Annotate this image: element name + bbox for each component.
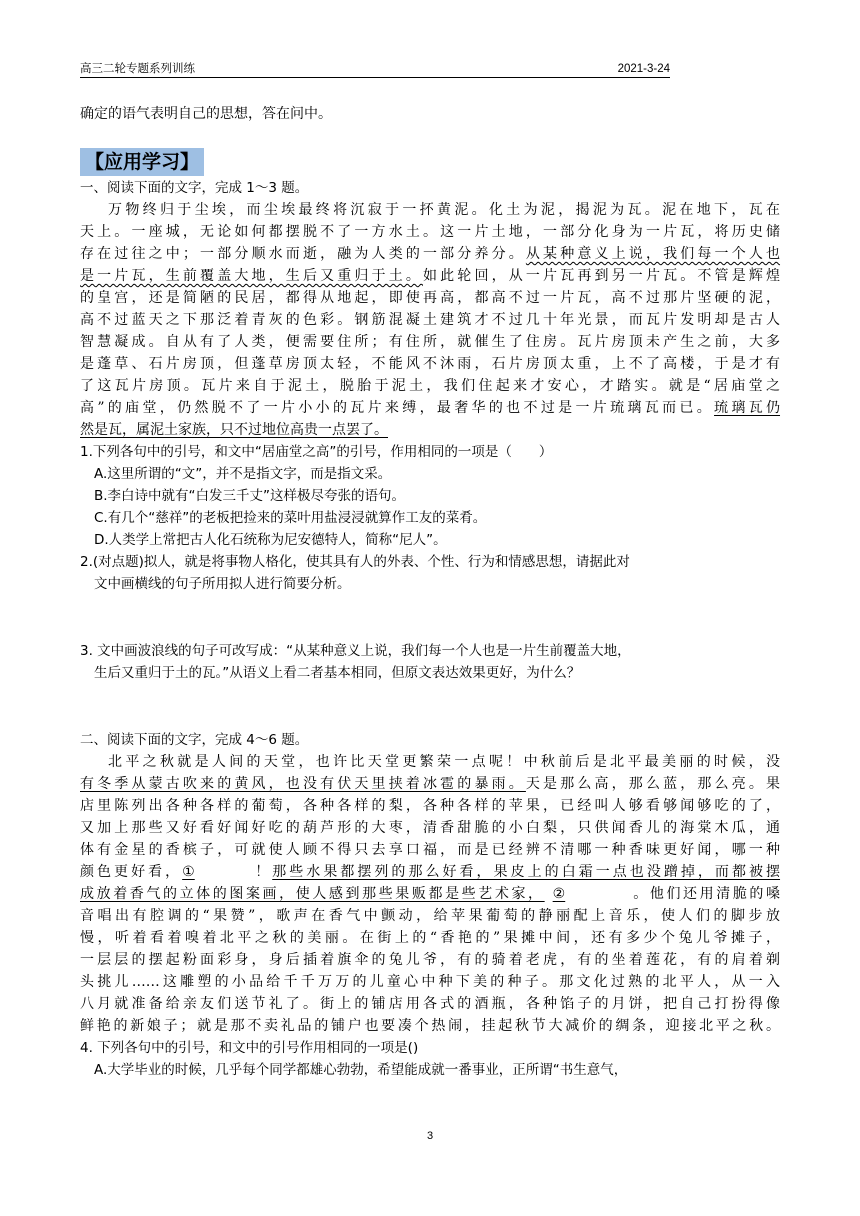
blank-1[interactable]: ① bbox=[182, 864, 195, 880]
q1-option-a: A.这里所谓的“文”，并不是指文字，而是指文采。 bbox=[94, 466, 392, 482]
passage1-line: 天上。一座城，无论如何都摆脱不了一方水土。这一片土地，一部分化身为一片瓦，将历史储 bbox=[80, 224, 780, 240]
q1-option-b: B.李白诗中就有“白发三千丈”这样极尽夸张的语句。 bbox=[94, 488, 406, 504]
underlined-sentence: 成放着香气的立体的图案画，使人感到那些果贩都是些艺术家， bbox=[80, 886, 545, 902]
passage2-line: 鲜艳的新娘子；就是那不卖礼品的铺户也要凑个热闹，挂起秋节大减价的绸条，迎接北平之秋。 bbox=[80, 1018, 780, 1034]
wavy-underlined-sentence: 从某种意义上说，我们每一个人也 bbox=[525, 246, 781, 262]
blank-2[interactable]: ② bbox=[552, 886, 566, 902]
wavy-underlined-sentence: 是一片瓦，生前覆盖大地，生后又重归于土。 bbox=[80, 268, 423, 284]
header-date: 2021-3-24 bbox=[617, 63, 670, 75]
passage2-line: 体有金星的香槟子，可就使人顾不得只去享口福，而是已经辨不清哪一种香味更好闻，哪一种 bbox=[80, 842, 780, 858]
passage2-line: 店里陈列出各种各样的葡萄，各种各样的梨，各种各样的苹果，已经叫人够看够闻够吃的了， bbox=[80, 798, 780, 814]
passage1-line: 是蓬草、石片房顶，但蓬草房顶太轻，不能风不沐雨，石片房顶太重，上不了高楼，于是才有 bbox=[80, 356, 780, 372]
part1-heading: 一、阅读下面的文字，完成 1～3 题。 bbox=[80, 180, 309, 196]
page-header bbox=[80, 62, 670, 78]
passage2-line: 一层层的摆起粉面彩身，身后插着旗伞的兔儿爷，有的骑着老虎，有的坐着莲花，有的肩着剃 bbox=[80, 952, 780, 968]
underlined-sentence: 然是瓦，属泥土家族，只不过地位高贵一点罢了。 bbox=[80, 422, 388, 438]
passage1-line: 了这瓦片房顶。瓦片来自于泥土，脱胎于泥土，我们住起来才安心，才踏实。就是“居庙堂之 bbox=[80, 378, 780, 394]
q1-option-c: C.有几个“慈祥”的老板把捡来的菜叶用盐浸浸就算作工友的菜肴。 bbox=[94, 510, 487, 526]
passage2-line: 颜色更好看，① ！那些水果都摆列的那么好看，果皮上的白霜一点也没蹭掉，而都被摆 bbox=[80, 861, 780, 883]
question-4-stem: 4. 下列各句中的引号，和文中的引号作用相同的一项是() bbox=[80, 1040, 419, 1056]
passage1-line: 高不过蓝天之下那泛着青灰的色彩。钢筋混凝土建筑才不过几十年光景，而瓦片发明却是古人 bbox=[80, 312, 780, 328]
passage1-line: 存在过往之中；一部分顺水而逝，融为人类的一部分养分。从某种意义上说，我们每一个人也 bbox=[80, 246, 781, 262]
question-2-line2: 文中画横线的句子所用拟人进行简要分析。 bbox=[94, 576, 351, 592]
intro-line: 确定的语气表明自己的思想，答在问中。 bbox=[80, 106, 332, 122]
header-left: 高三二轮专题系列训练 bbox=[80, 63, 195, 75]
passage1-line: 是一片瓦，生前覆盖大地，生后又重归于土。如此轮回，从一片瓦再到另一片瓦。不管是辉煌 bbox=[80, 268, 780, 284]
passage2-line: 八月就准备给亲友们送节礼了。街上的铺店用各式的酒瓶，各种馅子的月饼，把自己打扮得像 bbox=[80, 996, 780, 1012]
passage2-line: 音唱出有腔调的“果赞”，歌声在香气中颤动，给苹果葡萄的静丽配上音乐，使人们的脚步放 bbox=[80, 908, 780, 924]
question-1-stem: 1.下列各句中的引号，和文中“居庙堂之高”的引号，作用相同的一项是（ ） bbox=[80, 444, 553, 460]
passage2-line: 成放着香气的立体的图案画，使人感到那些果贩都是些艺术家， ② 。他们还用清脆的嗓 bbox=[80, 883, 780, 905]
q4-option-a: A.大学毕业的时候，几乎每个同学都雄心勃勃，希望能成就一番事业，正所谓“书生意气， bbox=[94, 1062, 628, 1078]
section-title: 【应用学习】 bbox=[80, 148, 204, 176]
passage1-line: 万物终归于尘埃，而尘埃最终将沉寂于一抔黄泥。化土为泥，揭泥为瓦。泥在地下，瓦在 bbox=[108, 202, 780, 218]
question-3-line2: 生后又重归于土的瓦。”从语义上看二者基本相同，但原文表达效果更好，为什么？ bbox=[94, 665, 581, 681]
question-2-line1: 2.(对点题)拟人，就是将事物人格化，使其具有人的外表、个性、行为和情感思想，请据此对 bbox=[80, 554, 630, 570]
underlined-sentence: 那些水果都摆列的那么好看，果皮上的白霜一点也没蹭掉，而都被摆 bbox=[272, 864, 781, 880]
q1-option-d: D.人类学上常把古人化石统称为尼安德特人，简称“尼人”。 bbox=[94, 532, 447, 548]
underlined-sentence: 有冬季从蒙古吹来的黄风，也没有伏天里挟着冰雹的暴雨。 bbox=[80, 776, 526, 792]
underlined-sentence: 琉璃瓦仍 bbox=[714, 400, 781, 416]
passage1-line: 智慧凝成。自从有了人类，便需要住所；有住所，就催生了住房。瓦片房顶未产生之前，大多 bbox=[80, 334, 780, 350]
page-number: 3 bbox=[426, 1130, 434, 1142]
passage2-line: 又加上那些又好看好闻好吃的葫芦形的大枣，清香甜脆的小白梨，只供闻香儿的海棠木瓜，通 bbox=[80, 820, 780, 836]
passage1-line bbox=[80, 419, 780, 441]
passage1-line: 高”的庙堂，仍然脱不了一片小小的瓦片来缚，最奢华的也不过是一片琉璃瓦而已。琉璃瓦仍 bbox=[80, 400, 781, 416]
passage2-line: 有冬季从蒙古吹来的黄风，也没有伏天里挟着冰雹的暴雨。天是那么高，那么蓝，那么亮。果 bbox=[80, 776, 781, 792]
question-3-line1: 3. 文中画波浪线的句子可改写成：“从某种意义上说，我们每一个人也是一片生前覆盖大地， bbox=[80, 643, 631, 659]
part2-heading: 二、阅读下面的文字，完成 4～6 题。 bbox=[80, 732, 309, 748]
passage2-line: 北平之秋就是人间的天堂，也许比天堂更繁荣一点呢！中秋前后是北平最美丽的时候，没 bbox=[108, 754, 780, 770]
passage2-line: 慢，听着看着嗅着北平之秋的美丽。在街上的“香艳的”果摊中间，还有多少个兔儿爷摊子， bbox=[80, 930, 780, 946]
passage1-line: 的皇宫，还是简陋的民居，都得从地起，即使再高，都高不过一片瓦，高不过那片坚硬的泥， bbox=[80, 290, 780, 306]
passage2-line: 头挑儿……这雕塑的小品给千千万万的儿童心中种下美的种子。那文化过熟的北平人，从一入 bbox=[80, 974, 780, 990]
